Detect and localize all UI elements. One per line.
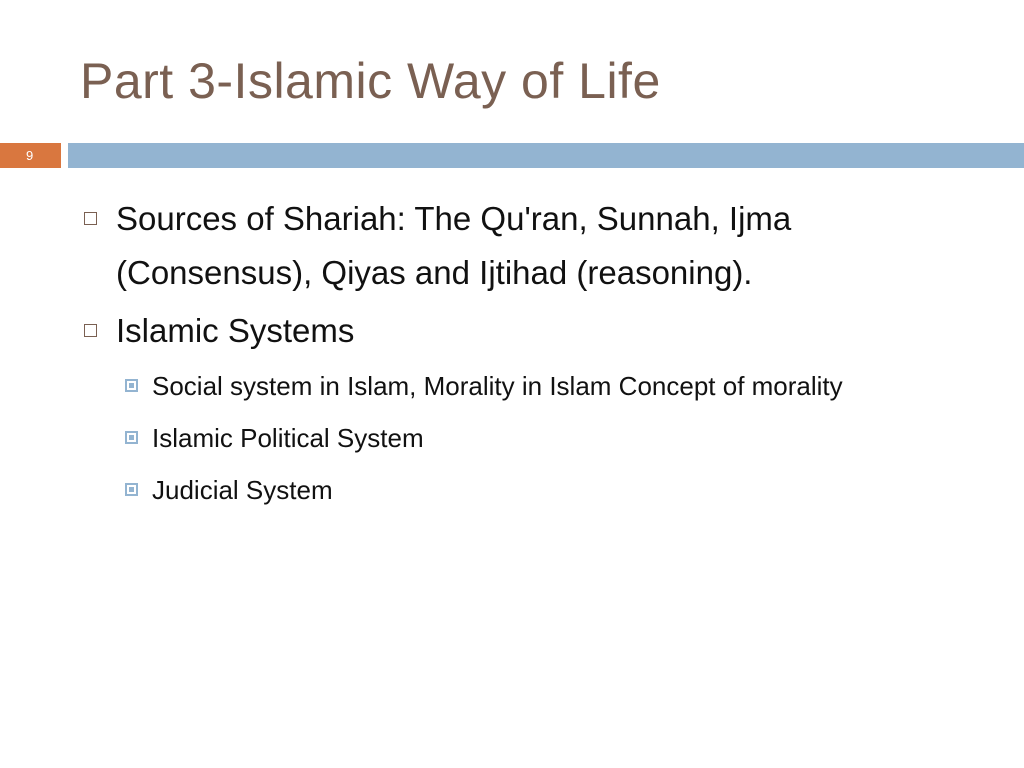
sub-bullet-political-system [122,416,984,460]
bullet-sources-of-shariah [84,192,984,300]
bullet-text: Sources of Shariah: The Qu'ran, Sunnah, Ijma (Consensus), Qiyas and Ijtihad (reasoning). [116,200,792,291]
slide-number: 9 [0,143,61,168]
sub-bullet-text: Social system in Islam, Morality in Islam Concept of morality [152,371,843,401]
sub-bullet-judicial-system [122,468,984,512]
bullet-text: Islamic Systems [116,312,355,349]
bullet-islamic-systems [84,304,984,358]
hollow-square-bullet-icon [84,212,97,225]
filled-square-bullet-icon [125,483,138,496]
title-accent-bar [68,143,1024,168]
sub-bullet-text: Judicial System [152,475,333,505]
filled-square-bullet-icon [125,431,138,444]
sub-bullet-text: Islamic Political System [152,423,424,453]
filled-square-bullet-icon [125,379,138,392]
slide-title: Part 3-Islamic Way of Life [80,53,661,109]
hollow-square-bullet-icon [84,324,97,337]
sub-bullet-social-system [122,364,984,408]
slide-content [84,192,984,520]
